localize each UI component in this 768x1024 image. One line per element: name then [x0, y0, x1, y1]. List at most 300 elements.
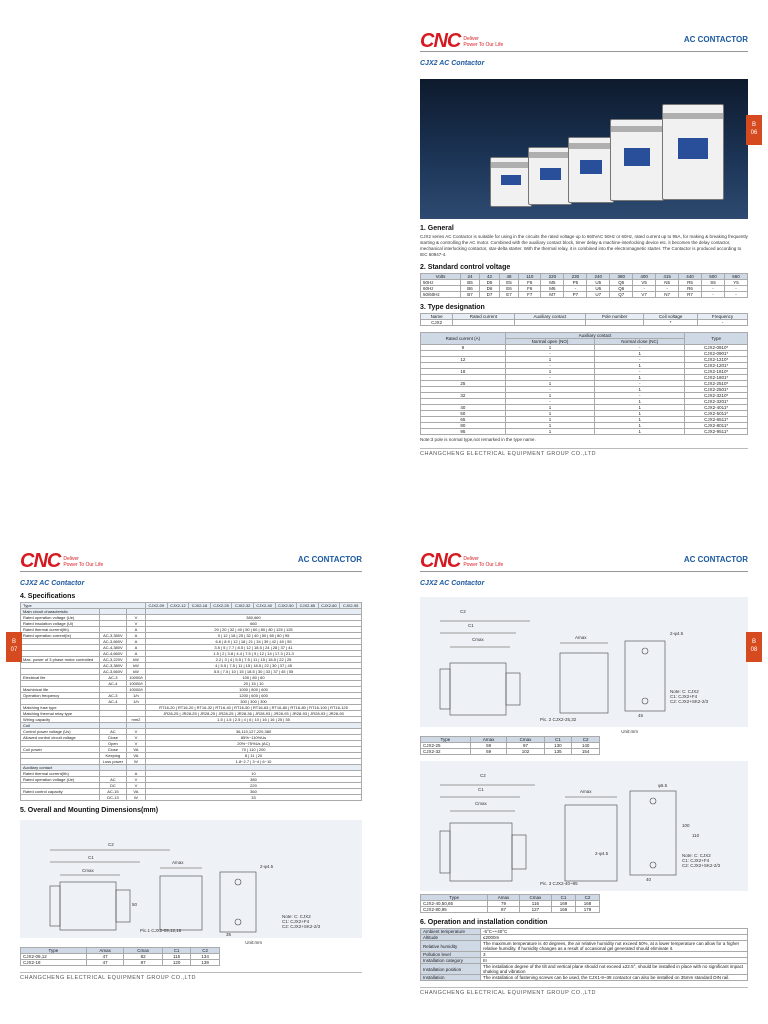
table-cell: CJX2-12	[167, 603, 189, 609]
table-cell: CJX2-0901*	[685, 351, 748, 357]
table-cell: CJX2-18	[21, 960, 87, 966]
table-cell: Relative humidity	[421, 941, 481, 952]
table-cell: kW	[126, 657, 145, 663]
page-08	[400, 540, 768, 1024]
table-header-cell: Cmax	[519, 895, 551, 901]
label-45: 45	[638, 713, 644, 718]
table-header-cell: C1	[162, 948, 191, 954]
table-cell: -	[595, 357, 685, 363]
table-cell: 179	[575, 907, 599, 913]
table-cell: 1	[595, 363, 685, 369]
table-cell: 9 | 12 | 18 | 25 | 32 | 40 | 50 | 65 | 80 | 95	[146, 633, 362, 639]
table-header-cell: 415	[656, 274, 679, 280]
table-cell: 47	[86, 954, 124, 960]
table-cell: 10000/t	[126, 675, 145, 681]
table-cell: W	[126, 795, 145, 801]
table-row	[421, 333, 748, 339]
table-cell: 1.5 | 1.5 | 2.5 | 4 | 6 | 10 | 16 | 16 | 25 | 35	[146, 717, 362, 723]
table-cell: 87	[488, 907, 520, 913]
table-cell: 40	[421, 405, 506, 411]
table-cell: 10000/t	[126, 681, 145, 687]
table-cell: A	[126, 627, 145, 633]
table-cell: -	[702, 286, 725, 292]
dimension-drawing-2	[420, 597, 748, 727]
table-cell: D7	[480, 292, 500, 298]
table-row	[421, 975, 748, 981]
dimension-drawing-3	[420, 761, 748, 891]
label-100: 100	[682, 823, 690, 828]
table-cell: CJX2-2510*	[685, 381, 748, 387]
table-cell: 80	[421, 423, 506, 429]
table-cell: CJX2-5011*	[685, 411, 748, 417]
table-cell: 4 | 5.5 | 7.5 | 11 | 15 | 18.5 | 22 | 30 | 37 | 45	[146, 663, 362, 669]
table-cell: 20 | 15 | 10	[146, 681, 362, 687]
table-cell: Installation category	[421, 958, 481, 964]
table-header-cell: C2	[575, 895, 599, 901]
table-cell: 120	[162, 960, 191, 966]
table-cell: CJX2-25	[421, 743, 471, 749]
table-cell: 85%~110%Us	[146, 735, 362, 741]
table-cell: Pollution level	[421, 952, 481, 958]
table-cell: CJX2-8011*	[685, 423, 748, 429]
page-tab-06: B 06	[746, 115, 762, 145]
table-header-cell: 440	[679, 274, 702, 280]
table-cell: Wiring capacity	[21, 717, 100, 723]
table-cell: AC-3	[100, 675, 127, 681]
spec-heading: 4. Specifications	[20, 593, 76, 600]
header-divider	[20, 571, 362, 572]
table-header-cell: Type	[685, 333, 748, 345]
table-cell: AC	[100, 729, 127, 735]
label-c2: C2	[460, 609, 466, 614]
table-cell: Pole number	[586, 314, 644, 320]
page-subtitle: CJX2 AC Contactor	[20, 580, 85, 587]
table-cell: 1	[595, 351, 685, 357]
table-cell: M7	[541, 292, 564, 298]
table-cell: 3	[481, 952, 748, 958]
page-subtitle: CJX2 AC Contactor	[420, 580, 485, 587]
table-cell: CJX2-1801*	[685, 375, 748, 381]
table-cell: -	[505, 351, 595, 357]
table-cell: AC-3,380V	[100, 633, 127, 639]
label-c1: C1	[88, 855, 94, 860]
table-cell: R7	[679, 292, 702, 298]
table-cell: Y5	[724, 280, 747, 286]
table-cell: -	[698, 320, 748, 326]
table-header-cell: Auxiliary contact	[505, 333, 685, 339]
table-cell: M6	[541, 286, 564, 292]
table-cell: -	[595, 393, 685, 399]
table-cell: 1	[505, 357, 595, 363]
table-cell: VA	[126, 753, 145, 759]
table-cell: -	[656, 286, 679, 292]
table-cell: M5	[541, 280, 564, 286]
table-cell: -	[505, 387, 595, 393]
page-header	[0, 540, 382, 580]
table-cell: 140	[572, 743, 600, 749]
table-cell: F6	[519, 286, 541, 292]
table-cell: Installation position	[421, 964, 481, 975]
label-amax: Amax	[580, 789, 592, 794]
table-header-cell: Amax	[488, 895, 520, 901]
table-cell: -	[595, 369, 685, 375]
table-cell: V	[126, 729, 145, 735]
page-header	[400, 540, 768, 580]
logo-text: CNC	[420, 30, 461, 52]
table-cell: 59	[470, 749, 507, 755]
drawing-caption: Pic. 3 CJX2-40~95	[540, 881, 578, 886]
table-header-cell: C1	[544, 737, 572, 743]
table-cell: E6	[499, 286, 518, 292]
table-header-cell: 660	[724, 274, 747, 280]
table-header-cell: 220	[541, 274, 564, 280]
table-cell: 65	[421, 417, 506, 423]
type-list-table	[420, 332, 748, 435]
table-cell: CJX2-3201*	[685, 399, 748, 405]
table-cell: 18	[421, 369, 506, 375]
page-header	[400, 20, 768, 60]
label-c1: C1	[468, 623, 474, 628]
table-header-cell: Cmax	[124, 948, 162, 954]
table-cell: 1	[505, 381, 595, 387]
table-header-cell: Cmax	[507, 737, 544, 743]
label-amax: Amax	[172, 860, 184, 865]
table-cell: The installation degree of the tilt and vertical plane should not exceed ±22.5°, should be installed in place with no significant impact shaking and vibration	[481, 964, 748, 975]
table-cell: V	[126, 621, 145, 627]
table-cell: 1	[505, 393, 595, 399]
table-cell: -	[724, 286, 747, 292]
table-row	[21, 795, 362, 801]
logo-text: CNC	[20, 550, 61, 572]
table-cell: 50	[421, 411, 506, 417]
table-cell: -	[505, 363, 595, 369]
table-cell: P5	[564, 280, 587, 286]
section-title: AC CONTACTOR	[297, 555, 362, 564]
table-cell: 1	[505, 345, 595, 351]
control-voltage-table	[420, 273, 748, 298]
table-cell: 1/h	[126, 699, 145, 705]
drawing-note: Note: C: CJX2 C1: CJX2+F4 C2: CJX2+SK2-2/3	[682, 853, 721, 868]
table-cell: 660	[146, 621, 362, 627]
table-cell: 32	[421, 393, 506, 399]
drawing-caption: Pic.1 CJX2-09,12,18	[140, 928, 182, 933]
table-cell: S5	[702, 280, 725, 286]
table-cell: 20%~75%Us (AC)	[146, 741, 362, 747]
table-header-cell: Normal open (NO)	[505, 339, 595, 345]
table-cell: Allowed control circuit voltage	[21, 735, 100, 741]
table-cell: 100 | 80 | 60	[146, 675, 362, 681]
table-cell: 82	[124, 954, 162, 960]
table-cell: 10000/t	[126, 687, 145, 693]
drawing-note: Note: C: CJX2 C1: CJX2+F4 C2: CJX2+SK2-2/3	[282, 914, 321, 929]
table-cell: 87	[124, 960, 162, 966]
conditions-table	[420, 928, 748, 981]
table-cell: -	[595, 381, 685, 387]
table-cell: kW	[126, 663, 145, 669]
table-cell: Matching thermal relay type	[21, 711, 100, 717]
table-cell: D5	[480, 280, 500, 286]
table-cell: AC-4	[100, 699, 127, 705]
unit-label: Unit:mm	[245, 940, 262, 945]
table-cell: 220	[146, 783, 362, 789]
table-cell: V5	[633, 280, 656, 286]
table-cell: 154	[572, 749, 600, 755]
table-cell: 116	[519, 901, 551, 907]
drawing-note: Note: C: CJX2 C1: CJX2+F4 C2: CJX2+SK2-2/3	[670, 689, 709, 704]
table-cell: -	[724, 292, 747, 298]
table-cell: Q5	[610, 280, 633, 286]
table-cell: AC-4,380V	[100, 645, 127, 651]
label-35: 35	[226, 932, 232, 937]
table-cell: Open	[100, 741, 127, 747]
table-header-cell: 240	[587, 274, 610, 280]
table-cell: Q6	[610, 286, 633, 292]
page-subtitle: CJX2 AC Contactor	[420, 60, 485, 67]
label-cmax: Cmax	[82, 868, 94, 873]
table-cell: CJX2-9511*	[685, 429, 748, 435]
table-header-cell: 110	[519, 274, 541, 280]
label-cmax: Cmax	[472, 637, 484, 642]
table-cell: *	[644, 320, 698, 326]
table-cell: AC	[100, 777, 127, 783]
table-cell: 10	[146, 771, 362, 777]
table-cell: 97	[507, 743, 544, 749]
section-title: AC CONTACTOR	[683, 35, 748, 44]
table-cell: kW	[126, 669, 145, 675]
table-cell: CJX2-3210*	[685, 393, 748, 399]
table-cell: 2.2 | 3 | 4 | 5.5 | 7.5 | 11 | 15 | 18.5 | 22 | 25	[146, 657, 362, 663]
table-cell: 1	[595, 387, 685, 393]
voltage-heading: 2. Standard control voltage	[420, 264, 511, 271]
table-cell: B5	[460, 280, 479, 286]
table-cell: E7	[499, 292, 518, 298]
label-110: 110	[692, 833, 700, 838]
table-cell: Main circuit characteristic	[21, 609, 100, 615]
table-cell: 1.8~2.7 | 3~4 | 6~10	[146, 759, 362, 765]
table-cell: 47	[86, 960, 124, 966]
table-cell: Coil	[21, 723, 100, 729]
table-cell: AC-4,660V	[100, 651, 127, 657]
table-cell: 1	[595, 399, 685, 405]
specifications-table	[20, 602, 362, 801]
table-row	[421, 749, 600, 755]
table-cell: N7	[656, 292, 679, 298]
table-cell: 60Hz	[421, 286, 461, 292]
table-cell: 1	[595, 417, 685, 423]
drawing-svg	[420, 597, 748, 727]
table-cell: AC-3	[100, 693, 127, 699]
table-cell: Frequency	[698, 314, 748, 320]
table-cell	[586, 320, 644, 326]
table-cell: -5°C~+40°C	[481, 929, 748, 935]
brand-logo	[420, 30, 503, 53]
table-cell: 130	[544, 743, 572, 749]
table-row	[421, 429, 748, 435]
table-cell: U5	[587, 280, 610, 286]
label-40: 40	[646, 877, 652, 882]
table-header-cell: C2	[191, 948, 220, 954]
table-cell: VA	[126, 747, 145, 753]
table-cell: Rated operation voltage (Ue)	[21, 777, 100, 783]
table-cell: 380,660	[146, 615, 362, 621]
table-cell: 1.5 | 2 | 3.8 | 4.4 | 7.5 | 9 | 12 | 14 | 17.3 | 21.3	[146, 651, 362, 657]
brand-tagline: Deliver Power To Our Life	[63, 555, 104, 568]
table-header-cell: Amax	[86, 948, 124, 954]
table-header-cell: Volts	[421, 274, 461, 280]
table-cell: AC-3,660V	[100, 669, 127, 675]
unit-label: Unit:mm	[621, 729, 638, 734]
table-cell: Electrical life	[21, 675, 100, 681]
dimension-drawing-1	[20, 820, 362, 938]
dims-heading: 5. Overall and Mounting Dimensions(mm)	[20, 807, 159, 814]
table-cell: 33	[146, 795, 362, 801]
conditions-heading: 6. Operation and installation condition	[420, 919, 548, 926]
table-cell: B6	[460, 286, 479, 292]
table-header-cell: 500	[702, 274, 725, 280]
table-cell: Auxiliary contact	[514, 314, 586, 320]
table-cell: Altitude	[421, 935, 481, 941]
table-cell: 59	[470, 743, 507, 749]
table-cell: 20 | 20 | 32 | 40 | 50 | 60 | 80 | 80 | 125 | 125	[146, 627, 362, 633]
table-cell: RT16-20 | RT16-20 | RT16-32 | RT16-40 | RT16-50 | RT16-63 | RT16-80 | RT16-80 | RT16-100 | RT16-125	[146, 705, 362, 711]
table-cell: A	[126, 633, 145, 639]
table-cell: V	[126, 777, 145, 783]
table-cell: Name	[421, 314, 453, 320]
table-cell: R6	[679, 286, 702, 292]
table-cell: Machinical life	[21, 687, 100, 693]
table-cell: CJX2-40,50,65	[421, 901, 488, 907]
page-06	[400, 20, 768, 510]
page-tab-07: B 07	[6, 632, 22, 662]
table-cell: V7	[633, 292, 656, 298]
table-cell: 139	[191, 960, 220, 966]
table-cell: CJX2-25	[210, 603, 232, 609]
page-07	[0, 540, 382, 1024]
table-row	[421, 964, 748, 975]
table-row	[421, 292, 748, 298]
table-cell: -	[564, 286, 587, 292]
table-cell: 8 | 11 | 20	[146, 753, 362, 759]
table-cell: CJX2-1210*	[685, 357, 748, 363]
table-cell: Rated insulation voltage (Ui)	[21, 621, 100, 627]
table-cell: Coil voltage	[644, 314, 698, 320]
label-hole: 2-φ4.5	[595, 851, 609, 856]
table-cell: 5.5 | 7.5 | 10 | 15 | 18.5 | 30 | 33 | 37 | 45 | 55	[146, 669, 362, 675]
table-cell: A	[126, 651, 145, 657]
table-cell: 169	[551, 907, 575, 913]
brand-tagline: Deliver Power To Our Life	[463, 555, 504, 568]
label-c1: C1	[478, 787, 484, 792]
table-cell: 25	[421, 381, 506, 387]
table-header-cell: 42	[480, 274, 500, 280]
table-cell: V	[126, 615, 145, 621]
table-cell: The maximum temperature is 40 degrees, the air relative humidity not exceed 50%, at a lower temperature can allow for a higher relative humidity. If humidity changes as a result of occasional gel generated should eliminate it.	[481, 941, 748, 952]
table-cell: V	[126, 735, 145, 741]
table-cell: III	[481, 958, 748, 964]
table-cell: 115	[162, 954, 191, 960]
table-cell: 360	[146, 789, 362, 795]
table-header-cell: 380	[610, 274, 633, 280]
table-cell: CJX2-09	[146, 603, 168, 609]
table-cell: D6	[480, 286, 500, 292]
table-cell: 95	[421, 429, 506, 435]
table-cell: CJX2-32	[421, 749, 471, 755]
table-cell: Rated operation current(Ie)	[21, 633, 100, 639]
footer-company: CHANGCHENG ELECTRICAL EQUIPMENT GROUP CO.,LTD	[20, 972, 362, 981]
table-cell: CJX2-50	[275, 603, 297, 609]
table-cell: F5	[519, 280, 541, 286]
table-cell: 9	[421, 345, 506, 351]
table-cell: -	[595, 345, 685, 351]
table-cell: 1000 | 800 | 600	[146, 687, 362, 693]
table-cell: 168	[575, 901, 599, 907]
table-cell: AC-3,660V	[100, 639, 127, 645]
table-cell: AC-3,380V	[100, 663, 127, 669]
table-cell: W	[126, 759, 145, 765]
table-cell: CJX2-4011*	[685, 405, 748, 411]
table-cell: 1/h	[126, 693, 145, 699]
table-cell: 1	[595, 423, 685, 429]
footer-company: CHANGCHENG ELECTRICAL EQUIPMENT GROUP CO.,LTD	[420, 987, 748, 996]
table-cell: 12	[421, 357, 506, 363]
table-row	[421, 320, 748, 326]
table-cell	[514, 320, 586, 326]
table-cell: 1	[595, 429, 685, 435]
label-50: 50	[132, 902, 138, 907]
table-cell	[453, 320, 514, 326]
dimension-table-1	[20, 947, 220, 966]
table-cell: V	[126, 783, 145, 789]
table-cell: CJX2-09,12	[21, 954, 87, 960]
table-cell: 1	[505, 405, 595, 411]
table-cell: Rated thermal current(Ith)	[21, 627, 100, 633]
brand-logo	[20, 550, 103, 573]
table-cell: 50/60Hz	[421, 292, 461, 298]
table-cell: E5	[499, 280, 518, 286]
table-cell: CJX2-2501*	[685, 387, 748, 393]
dimension-table-2	[420, 736, 600, 755]
table-cell: 169	[551, 901, 575, 907]
table-cell: 1	[505, 411, 595, 417]
table-cell: Operation frequency	[21, 693, 100, 699]
table-cell: DC	[100, 783, 127, 789]
table-cell	[21, 795, 100, 801]
logo-text: CNC	[420, 550, 461, 572]
table-cell: mm2	[126, 717, 145, 723]
header-divider	[420, 571, 748, 572]
table-row	[421, 941, 748, 952]
table-cell: -	[633, 286, 656, 292]
table-cell: Auxiliary contact	[21, 765, 100, 771]
header-divider	[420, 51, 748, 52]
table-header-cell: 230	[564, 274, 587, 280]
table-cell: 300 | 300 | 300	[146, 699, 362, 705]
table-cell: Rated operation voltage (Ue)	[21, 615, 100, 621]
table-header-cell: C1	[551, 895, 575, 901]
table-cell: DC-13	[100, 795, 127, 801]
table-cell: 1	[505, 417, 595, 423]
page-tab-08: B 08	[746, 632, 762, 662]
table-cell: A	[126, 771, 145, 777]
table-cell: AC-3,220V	[100, 657, 127, 663]
table-cell: 1	[505, 423, 595, 429]
table-cell: 127	[519, 907, 551, 913]
type-note: Note:3 pole is normal type,not remarked in the type name.	[420, 437, 536, 442]
label-c2: C2	[480, 773, 486, 778]
section-title: AC CONTACTOR	[683, 555, 748, 564]
table-cell: V	[126, 741, 145, 747]
table-cell: CJX2-1201*	[685, 363, 748, 369]
